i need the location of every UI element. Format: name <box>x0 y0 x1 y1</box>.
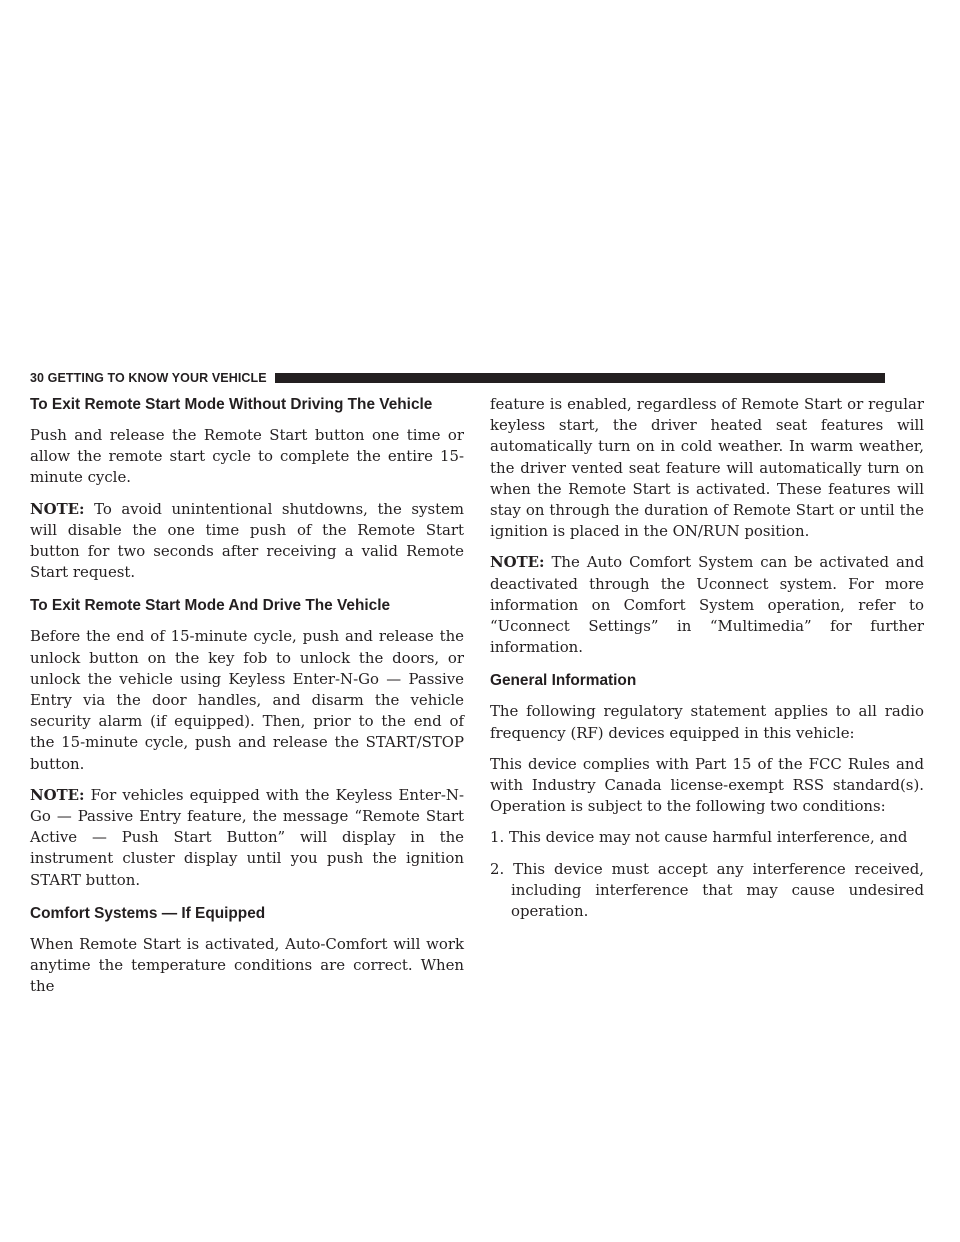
note-exit-without-driving <box>30 499 464 584</box>
paragraph-regulatory-statement: The following regulatory statement applies to all radio frequency (RF) devices equipped in this vehicle: <box>490 702 924 742</box>
page-header <box>30 370 885 386</box>
section-title-exit-and-drive: To Exit Remote Start Mode And Drive The Vehicle <box>30 597 391 615</box>
note-label: NOTE: <box>30 499 85 518</box>
header-rule <box>275 373 885 383</box>
paragraph-comfort-systems: When Remote Start is activated, Auto-Comfort will work anytime the temperature conditions are correct. When the <box>30 934 464 996</box>
note-exit-and-drive <box>30 785 464 891</box>
note-comfort-systems <box>490 552 924 658</box>
list-item: 2. This device must accept any interference received, including interference that may cause undesired operation. <box>490 859 924 921</box>
page-number-section-label: 30 GETTING TO KNOW YOUR VEHICLE <box>30 371 267 385</box>
list-item: 1. This device may not cause harmful interference, and <box>490 828 908 847</box>
paragraph-exit-without-driving: Push and release the Remote Start button one time or allow the remote start cycle to complete the entire 15-minute cycle. <box>30 426 464 487</box>
note-text: To avoid unintentional shutdowns, the system will disable the one time push of the Remote Start button for two seconds after receiving a valid Remote Start request. <box>30 499 464 582</box>
paragraph-fcc-compliance: This device complies with Part 15 of the FCC Rules and with Industry Canada license-exempt RSS standard(s). Operation is subject to the following two conditions: <box>490 754 924 816</box>
left-column <box>30 394 464 1007</box>
section-title-comfort-systems: Comfort Systems — If Equipped <box>30 904 266 922</box>
paragraph-exit-and-drive: Before the end of 15-minute cycle, push and release the unlock button on the key fob to unlock the doors, or unlock the vehicle using Keyless Enter-N-Go — Passive Entry via the door handles, and disarm the vehicle security alarm (if equipped). Then, prior to the end of the 15-minute cycle, push and release the START/STOP button. <box>30 627 464 773</box>
conditions-list <box>490 827 924 922</box>
paragraph-comfort-systems-continued: feature is enabled, regardless of Remote Start or regular keyless start, the driver heated seat features will automatically turn on in cold weather. In warm weather, the driver vented seat feature will automatically turn on when the Remote Start is activated. These features will stay on through the duration of Remote Start or until the ignition is placed in the ON/RUN position. <box>490 395 924 541</box>
section-title-general-information: General Information <box>490 672 637 690</box>
note-label: NOTE: <box>490 553 545 572</box>
note-label: NOTE: <box>30 785 85 804</box>
right-column <box>490 394 924 932</box>
note-text: For vehicles equipped with the Keyless Enter-N-Go — Passive Entry feature, the message “Remote Start Active — Push Start Button” will display in the instrument cluster display until you push the ignition START button. <box>30 785 464 889</box>
note-text: The Auto Comfort System can be activated and deactivated through the Uconnect system. For more information on Comfort System operation, refer to “Uconnect Settings” in “Multimedia” for further information. <box>490 553 924 657</box>
section-title-exit-without-driving: To Exit Remote Start Mode Without Driving The Vehicle <box>30 396 433 413</box>
